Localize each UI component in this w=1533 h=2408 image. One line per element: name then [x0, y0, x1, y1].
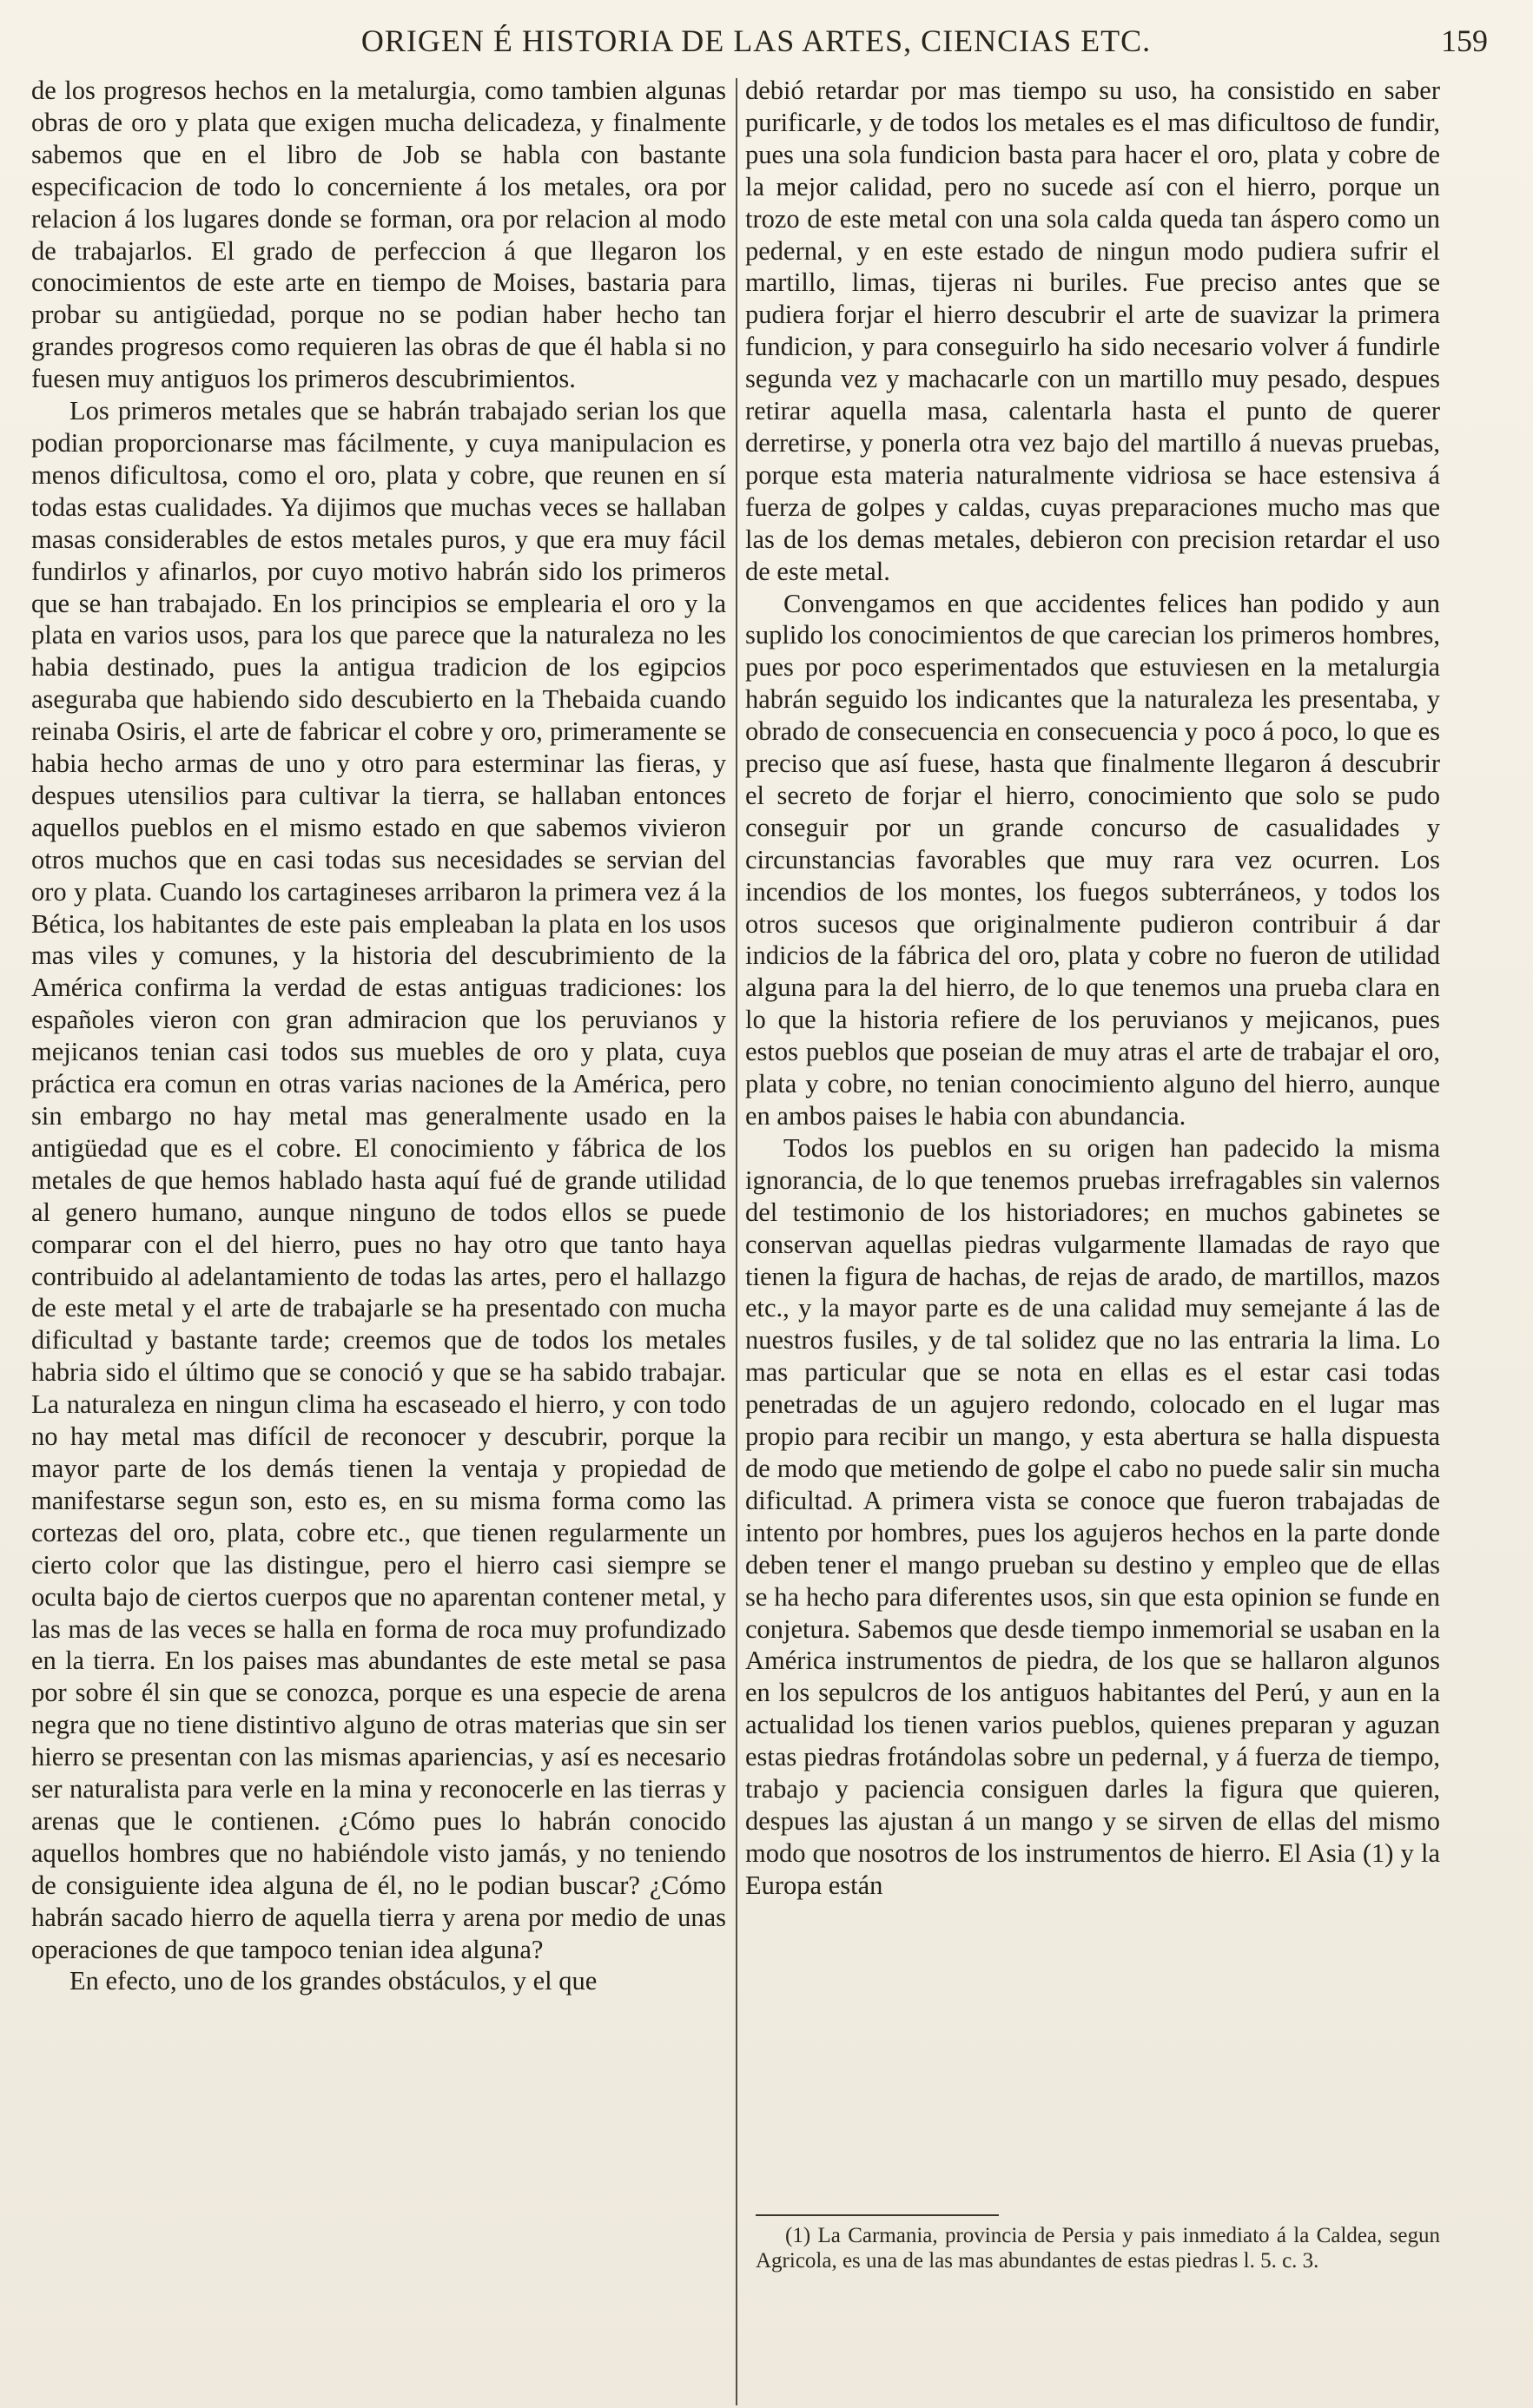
footnote: (1) La Carmania, provincia de Persia y pais inmediato á la Caldea, segun Agricola, es una de las mas abundantes de estas piedras l. 5. c. 3.: [756, 2224, 1440, 2273]
paragraph: En efecto, uno de los grandes obstáculos, y el que: [69, 1966, 598, 1996]
paragraph: debió retardar por mas tiempo su uso, ha consistido en saber purificarle, y de todos los metales es el mas dificultoso de fundir, pues una sola fundicion basta para hacer el oro, plata y cobre de la mejor calidad, pero no sucede así con el hierro, porque un trozo de este metal con una sola calda queda tan áspero como un pedernal, y en este estado de ningun modo pudiera sufrir el martillo, limas, tijeras ni buriles. Fue preciso antes que se pudiera forjar el hierro descubrir el arte de suavizar la primera fundicion, y para conseguirlo ha sido necesario volver á fundirle segunda vez y machacarle con un martillo muy pesado, despues retirar aquella masa, calentarla hasta el punto de querer derretirse, y ponerla otra vez bajo del martillo á nuevas pruebas, porque esta materia naturalmente vidriosa se hace estensiva á fuerza de golpes y caldas, cuyas preparaciones mucho mas que las de los demas metales, debieron con precision retardar el uso de este metal.: [745, 76, 1440, 586]
running-header: [24, 17, 1488, 71]
paragraph: Todos los pueblos en su origen han padecido la misma ignorancia, de lo que tenemos pruebas irrefragables sin valernos del testimonio de los historiadores; en muchos gabinetes se conservan aquellas piedras vulgarmente llamadas de rayo que tienen la figura de hachas, de rejas de arado, de martillos, mazos etc., y la mayor parte es de una calidad muy semejante á las de nuestros fusiles, y de tal solidez que no las entraria la lima. Lo mas particular que se nota en ellas es el estar casi todas penetradas de un agujero redondo, colocado en el lugar mas propio para recibir un mango, y esta abertura se halla dispuesta de modo que metiendo de golpe el cabo no puede salir sin mucha dificultad. A primera vista se conoce que fueron trabajadas de intento por hombres, pues los agujeros hechos en la parte donde deben tener el mango prueban su destino y empleo que de ellas se ha hecho para diferentes usos, sin que esta opinion se funde en conjetura. Sabemos que desde tiempo inmemorial se usaban en la América instrumentos de piedra, de los que se hallaron algunos en los sepulcros de los antiguos habitantes del Perú, y aun en la actualidad los tienen varios pueblos, quienes preparan y aguzan estas piedras frotándolas sobre un pedernal, y á fuerza de tiempo, trabajo y paciencia consiguen darles la figura que quieren, despues las ajustan á un mango y se sirven de ellas del mismo modo que nosotros de los instrumentos de hierro. El Asia (1) y la Europa están: [745, 1132, 1440, 1900]
column-divider: [736, 78, 737, 2405]
right-column: [745, 75, 1440, 1902]
header-title: ORIGEN É HISTORIA DE LAS ARTES, CIENCIAS ETC.: [360, 23, 1152, 58]
paragraph: Los primeros metales que se habrán trabajado serian los que podian proporcionarse mas fácilmente, y cuya manipulacion es menos dificultosa, como el oro, plata y cobre, que reunen en sí todas estas cualidades. Ya dijimos que muchas veces se hallaban masas considerables de estos metales puros, y que era muy fácil fundirlos y afinarlos, por cuyo motivo habrán sido los primeros que se han trabajado. En los principios se emplearia el oro y la plata en varios usos, para los que parece que la naturaleza no les habia destinado, pues la antigua tradicion de los egipcios aseguraba que habiendo sido descubierto en la Thebaida cuando reinaba Osiris, el arte de fabricar el cobre y oro, primeramente se habia hecho armas de uno y otro para esterminar las fieras, y despues utensilios para cultivar la tierra, se hallaban entonces aquellos pueblos en el mismo estado en que sabemos vivieron otros muchos que en casi todas sus necesidades se servian del oro y plata. Cuando los cartagineses arribaron la primera vez á la Bética, los habitantes de este pais empleaban la plata en los usos mas viles y comunes, y la historia del descubrimiento de la América confirma la verdad de estas antiguas tradiciones: los españoles vieron con gran admiracion que los peruvianos y mejicanos tenian casi todos sus muebles de oro y plata, cuya práctica era comun en otras varias naciones de la América, pero sin embargo no hay metal mas generalmente usado en la antigüedad que es el cobre. El conocimiento y fábrica de los metales de que hemos hablado hasta aquí fué de grande utilidad al genero humano, aunque ninguno de todos ellos se puede comparar con el del hierro, pues no hay otro que tanto haya contribuido al adelantamiento de todas las artes, pero el hallazgo de este metal y el arte de trabajarle se ha presentado con mucha dificultad y bastante tarde; creemos que de todos los metales habria sido el último que se conoció y que se ha sabido trabajar. La naturaleza en ningun clima ha escaseado el hierro, y con todo no hay metal mas difícil de reconocer y descubrir, porque la mayor parte de los demás tienen la ventaja y propiedad de manifestarse segun son, esto es, en su misma forma como las cortezas del oro, plata, cobre etc., que tienen regularmente un cierto color que las distingue, pero el hierro casi siempre se oculta bajo de ciertos cuerpos que no aparentan contener metal, y las mas de las veces se halla en forma de roca muy profundizado en la tierra. En los paises mas abundantes de este metal se pasa por sobre él sin que se conozca, porque es una especie de arena negra que no tiene distintivo alguno de otras materias que sin ser hierro se presentan con las mismas apariencias, y así es necesario ser naturalista para verle en la mina y reconocerle en las tierras y arenas que le contienen. ¿Cómo pues lo habrán conocido aquellos hombres que no habiéndole visto jamás, y no teniendo de consiguiente idea alguna de él, no le podian buscar? ¿Cómo habrán sacado hierro de aquella tierra y arena por medio de unas operaciones de que tampoco tenian idea alguna?: [31, 396, 726, 1964]
page-number: 159: [1441, 23, 1488, 58]
footnote-divider: [756, 2214, 999, 2216]
paragraph: de los progresos hechos en la metalurgia, como tambien algunas obras de oro y plata que exigen mucha delicadeza, y finalmente sabemos que en el libro de Job se habla con bastante especificacion de todo lo concerniente á los metales, ora por relacion á los lugares donde se forman, ora por relacion al modo de trabajarlos. El grado de perfeccion á que llegaron los conocimientos de este arte en tiempo de Moises, bastaria para probar su antigüedad, porque no se podian haber hecho tan grandes progresos como requieren las obras de que él habla si no fuesen muy antiguos los primeros descubrimientos.: [31, 76, 726, 394]
paragraph: Convengamos en que accidentes felices han podido y aun suplido los conocimientos de que carecian los primeros hombres, pues por poco esperimentados que estuviesen en la metalurgia habrán seguido los indicantes que la naturaleza les presentaba, y obrado de consecuencia en consecuencia y poco á poco, lo que es preciso que así fuese, hasta que finalmente llegaron á descubrir el secreto de forjar el hierro, conocimiento que solo se pudo conseguir por un grande concurso de casualidades y circunstancias favorables que muy rara vez ocurren. Los incendios de los montes, los fuegos subterráneos, y todos los otros sucesos que originalmente pudieron contribuir á dar indicios de la fábrica del oro, plata y cobre no fueron de utilidad alguna para la del hierro, de lo que tenemos una prueba clara en lo que la historia refiere de los peruvianos y mejicanos, pues estos pueblos que poseian de muy atras el arte de trabajar el oro, plata y cobre, no tenian conocimiento alguno del hierro, aunque en ambos paises le habia con abundancia.: [745, 588, 1440, 1131]
left-column: [31, 75, 726, 1997]
